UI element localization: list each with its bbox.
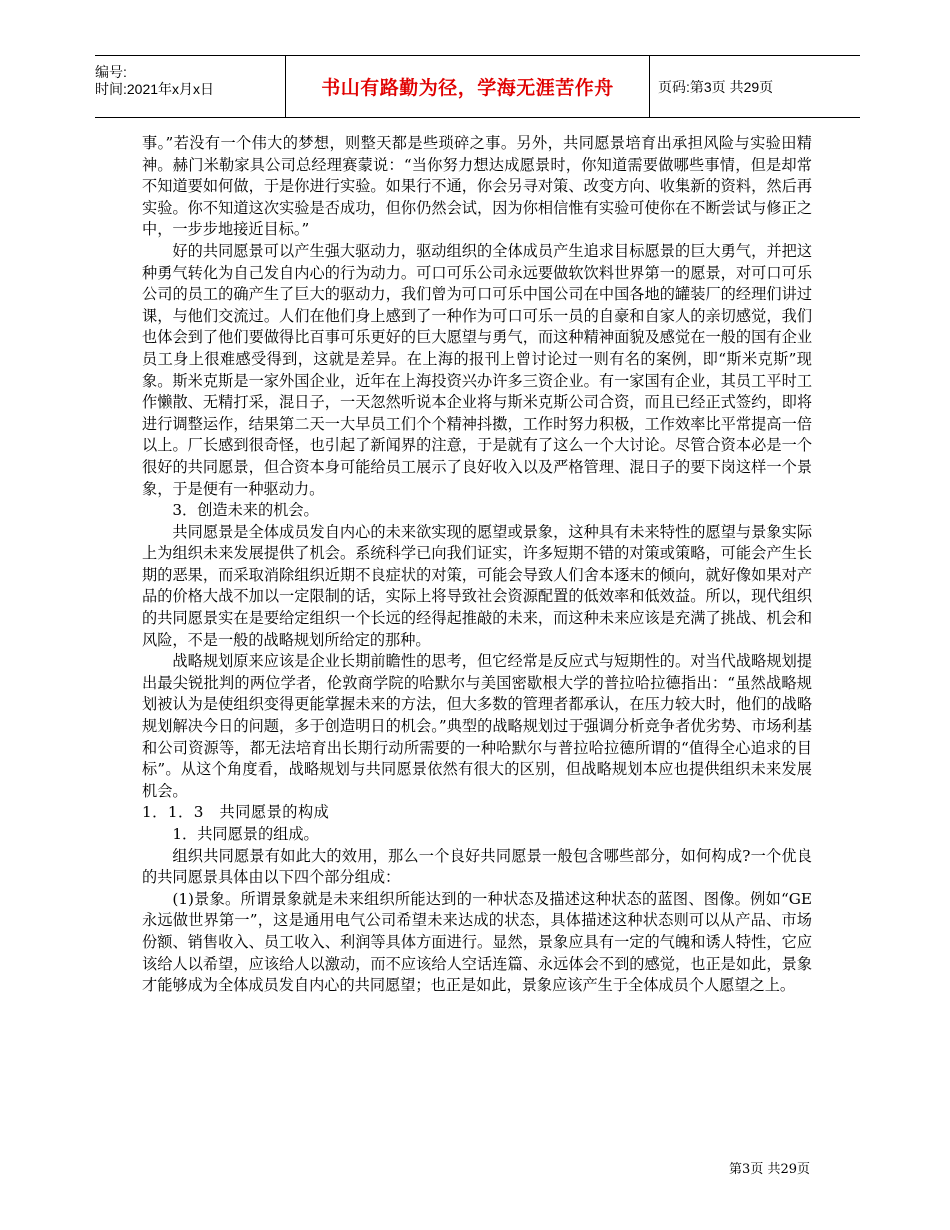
number-label: 编号: <box>95 64 127 80</box>
header-motto-cell <box>285 56 650 117</box>
page-header <box>95 55 860 118</box>
header-meta <box>95 56 285 117</box>
paragraph-driving-force: 好的共同愿景可以产生强大驱动力，驱动组织的全体成员产生追求目标愿景的巨大勇气，并把这种勇气转化为自己发自内心的行为动力。可口可乐公司永远要做软饮料世界第一的愿景，对可口可乐公司的员工的确产生了巨大的驱动力，我们曾为可口可乐中国公司在中国各地的罐装厂的经理们讲过课，与他们交流过。人们在他们身上感到了一种作为可口可乐一员的自豪和自家人的亲切感觉，我们也体会到了他们要做得比百事可乐更好的巨大愿望与勇气，而这种精神面貌及感觉在一般的国有企业员工身上很难感受得到，这就是差异。在上海的报刊上曾讨论过一则有名的案例，即“斯米克斯”现象。斯米克斯是一家外国企业，近年在上海投资兴办许多三资企业。有一家国有企业，其员工平时工作懒散、无精打采，混日子，一天忽然听说本企业将与斯米克斯公司合资，而且已经正式签约，即将进行调整运作，结果第二天一大早员工们个个精神抖擞，工作时努力积极，工作效率比平常提高一倍以上。厂长感到很奇怪，也引起了新闻界的注意，于是就有了这么一个大讨论。尽管合资本必是一个很好的共同愿景，但合资本身可能给员工展示了良好收入以及严格管理、混日子的要下岗这样一个景象，于是便有一种驱动力。 <box>142 241 812 498</box>
paragraph-composition-intro: 组织共同愿景有如此大的效用，那么一个良好共同愿景一般包含哪些部分，如何构成?一个优良的共同愿景具体由以下四个部分组成： <box>142 846 812 887</box>
header-page-code-cell <box>650 56 860 117</box>
section-heading-composition: 1．1．3 共同愿景的构成 <box>142 803 330 822</box>
paragraph-vision-scene: (1)景象。所谓景象就是未来组织所能达到的一种状态及描述这种状态的蓝图、图像。例如“GE永远做世界第一”，这是通用电气公司希望未来达成的状态，具体描述这种状态则可以从产品、市场份额、销售收入、员工收入、利润等具体方面进行。显然，景象应具有一定的气魄和诱人特性，它应该给人以希望，应该给人以激动，而不应该给人空话连篇、永远体会不到的感觉，也正是如此，景象才能够成为全体成员发自内心的共同愿望；也正是如此，景象应该产生于全体成员个人愿望之上。 <box>142 889 812 995</box>
document-body <box>142 133 812 997</box>
subheading-composition: 1．共同愿景的组成。 <box>172 825 319 843</box>
paragraph-strategic-planning: 战略规划原来应该是企业长期前瞻性的思考，但它经常是反应式与短期性的。对当代战略规划提出最尖锐批判的两位学者，伦敦商学院的哈默尔与美国密歇根大学的普拉哈拉德指出：“虽然战略规划被认为是使组织变得更能掌握未来的方法，但大多数的管理者都承认，在压力较大时，他们的战略规划解决今日的问题，多于创造明日的机会。”典型的战略规划过于强调分析竞争者优劣势、市场利基和公司资源等，都无法培育出长期行动所需要的一种哈默尔与普拉哈拉德所谓的“值得全心追求的目标”。从这个角度看，战略规划与共同愿景依然有很大的区别，但战略规划本应也提供组织未来发展机会。 <box>142 652 812 800</box>
subheading-future-opportunity: 3．创造未来的机会。 <box>172 501 319 520</box>
paragraph-continuation: 事。”若没有一个伟大的梦想，则整天都是些琐碎之事。另外，共同愿景培育出承担风险与实验田精神。赫门米勒家具公司总经理赛蒙说：“当你努力想达成愿景时，你知道需要做哪些事情，但是却常不知道要如何做，于是你进行实验。如果行不通，你会另寻对策、改变方向、收集新的资料，然后再实验。你不知道这次实验是否成功，但你仍然会试，因为你相信惟有实验可使你在不断尝试与修正之中，一步步地接近目标。” <box>142 134 812 239</box>
page-footer <box>729 1158 810 1177</box>
paragraph-future-opportunity: 共同愿景是全体成员发自内心的未来欲实现的愿望或景象，这种具有未来特性的愿望与景象实际上为组织未来发展提供了机会。系统科学已向我们证实，许多短期不错的对策或策略，可能会产生长期的恶果，而采取消除组织近期不良症状的对策，可能会导致人们舍本逐末的倾向，就好像如果对产品的价格大战不加以一定限制的话，实际上将导致社会资源配置的低效率和低效益。所以，现代组织的共同愿景实在是要给定组织一个长远的经得起推敲的未来，而这种未来应该是充满了挑战、机会和风险，不是一般的战略规划所给定的那种。 <box>142 522 812 649</box>
motto-text: 书山有路勤为径，学海无涯苦作舟 <box>321 77 614 99</box>
page-code: 页码:第3页 共29页 <box>658 78 774 95</box>
footer-page-number: 第3页 共29页 <box>729 1162 810 1177</box>
time-label: 时间:2021年x月x日 <box>95 81 215 97</box>
